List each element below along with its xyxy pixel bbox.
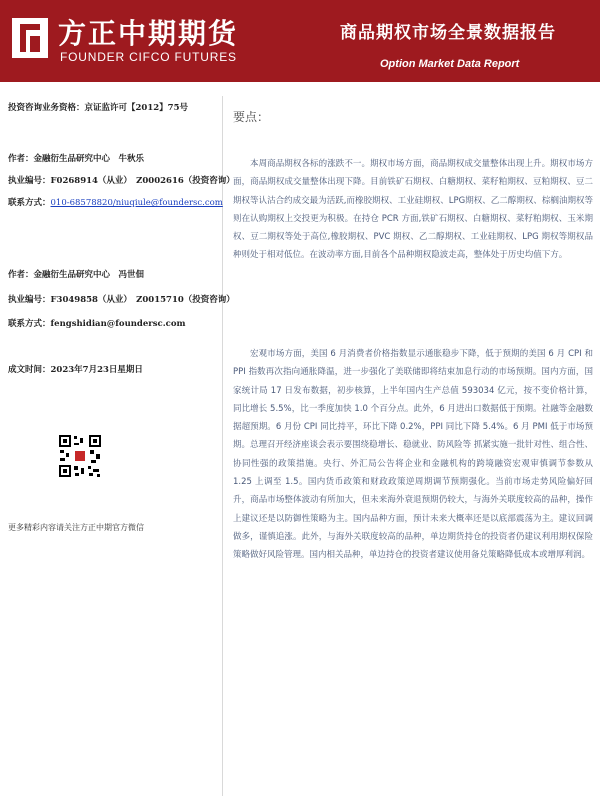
options-summary-paragraph: 本周商品期权各标的涨跌不一。期权市场方面，商品期权成交量整体出现上升。期权市场方面，商品期权成交量整体出现下降。目前铁矿石期权、白糖期权、菜籽粕期权、豆粕期权、豆二期权等认沽合约成交最为活跃,而橡胶期权、工业硅期权、LPG期权、乙二醇期权、棕榈油期权等则在认购期权上交投更为积极。在持仓 PCR 方面,铁矿石期权、白糖期权、菜籽粕期权、玉米期权、豆二期权等处于高位,橡胶期权、PVC 期权、乙二醇期权、工业硅期权、LPG 期权等期权品种则处于相对低位。在波动率方面,目前各个品种期权隐波走高，整体处于历史均值下方。 — [233, 159, 593, 261]
qr-caption: 更多精彩内容请关注方正中期官方微信 — [8, 523, 144, 532]
author1-contact — [8, 196, 223, 208]
company-name-cn: 方正中期期货 — [58, 17, 239, 50]
wechat-qr-code — [58, 434, 102, 478]
author2-contact: 联系方式：fengshidian@foundersc.com — [8, 319, 186, 329]
author1-cert: 执业编号：F0268914（从业） Z0002616（投资咨询） — [8, 176, 235, 186]
author2-name: 作者：金融衍生品研究中心 冯世佃 — [8, 270, 145, 280]
key-points-heading: 要点： — [233, 110, 270, 124]
author1-contact-label: 联系方式： — [8, 198, 51, 208]
license-info: 投资咨询业务资格：京证监许可【2012】75号 — [8, 103, 188, 113]
company-name-en: FOUNDER CIFCO FUTURES — [60, 50, 237, 64]
macro-summary-paragraph: 宏观市场方面，美国 6 月消费者价格指数显示通胀稳步下降，低于预期的美国 6 月 CPI 和 PPI 指数再次指向通胀降温，进一步强化了美联储即将结束加息行动的市场预期。国内方面，国家统计局 17 日发布数据，初步核算，上半年国内生产总值 593034 亿元，按不变价格计算，同比增长 5.5%，比一季度加快 1.0 个百分点。此外，6 月进出口数据低于预期。社融等金融数据超预期。6 月份 CPI 同比持平，环比下降 0.2%，PPI 同比下降 5.4%。6 月 PMI 低于市场预期。总理召开经济座谈会表示要围绕稳增长、稳就业、防风险等 抓紧实施一批针对性、组合性、协同性强的政策措施。央行、外汇局公告将企业和金融机构的跨境融资宏观审慎调节参数从 1.25 上调至 1.5。国内货币政策和财政政策逆周期调节预期强化。当前市场走势风险偏好回升，商品市场整体波动有所加大，但未来海外衰退预期仍较大，与海外关联度较高的品种，操作上建议还是以防御性策略为主。国内品种方面，预计未来大概率还是以底部震荡为主。建议回调做多，谨慎追涨。此外，与海外关联度较高的品种，单边期货持仓的投资者仍建议利用期权保险策略做好风险管理。国内相关品种，单边持仓的投资者建议使用备兑策略降低成本或增厚利润。 — [233, 349, 593, 561]
report-title: 商品期权市场全景数据报告 — [340, 23, 556, 43]
report-header — [0, 0, 600, 82]
author1-name: 作者：金融衍生品研究中心 牛秋乐 — [8, 154, 145, 164]
author2-cert: 执业编号：F3049858（从业） Z0015710（投资咨询） — [8, 295, 235, 305]
report-date: 成文时间：2023年7月23日星期日 — [8, 365, 143, 375]
founder-logo-icon — [10, 16, 50, 60]
report-subtitle: Option Market Data Report — [380, 58, 520, 70]
author1-contact-link[interactable]: 010-68578820/niuqiule@foundersc.com — [50, 198, 223, 208]
